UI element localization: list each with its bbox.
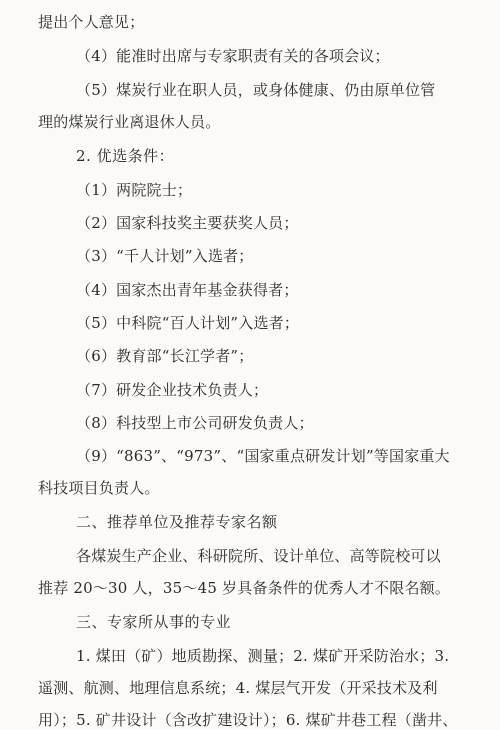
text-line: （5）煤炭行业在职人员，或身体健康、仍由原单位管 bbox=[76, 81, 436, 99]
text-line: （5）中科院“百人计划”入选者； bbox=[76, 314, 300, 332]
text-line: （8）科技型上市公司研发负责人； bbox=[76, 414, 314, 432]
text-line: 用）；5. 矿井设计（含改扩建设计）；6. 煤矿井巷工程（凿井、 bbox=[38, 711, 458, 729]
text-line: 遥测、航测、地理信息系统；4. 煤层气开发（开采技术及利 bbox=[38, 679, 438, 697]
text-line: （1）两院院士； bbox=[76, 181, 193, 199]
text-line: 科技项目负责人。 bbox=[38, 479, 160, 497]
section-heading: 二、推荐单位及推荐专家名额 bbox=[76, 513, 278, 531]
text-line: 提出个人意见； bbox=[38, 13, 145, 31]
section-heading: 2. 优选条件： bbox=[76, 147, 175, 165]
text-line: （3）“千人计划”入选者； bbox=[76, 247, 254, 265]
text-line: （4）国家杰出青年基金获得者； bbox=[76, 281, 299, 299]
section-heading: 三、专家所从事的专业 bbox=[76, 613, 232, 631]
text-line: 推荐 20～30 人，35～45 岁具备条件的优秀人才不限名额。 bbox=[38, 579, 451, 597]
text-line: 各煤炭生产企业、科研院所、设计单位、高等院校可以 bbox=[76, 547, 441, 565]
text-line: （9）“863”、“973”、“国家重点研发计划”等国家重大 bbox=[76, 447, 450, 465]
text-line: （4）能准时出席与专家职责有关的各项会议； bbox=[76, 47, 390, 65]
text-line: 1. 煤田（矿）地质勘探、测量；2. 煤矿开采防治水；3. bbox=[76, 647, 450, 665]
text-line: （2）国家科技奖主要获奖人员； bbox=[76, 214, 299, 232]
text-line: （6）教育部“长江学者”； bbox=[76, 347, 254, 365]
text-line: 理的煤炭行业离退休人员。 bbox=[38, 113, 221, 131]
text-line: （7）研发企业技术负责人； bbox=[76, 381, 269, 399]
